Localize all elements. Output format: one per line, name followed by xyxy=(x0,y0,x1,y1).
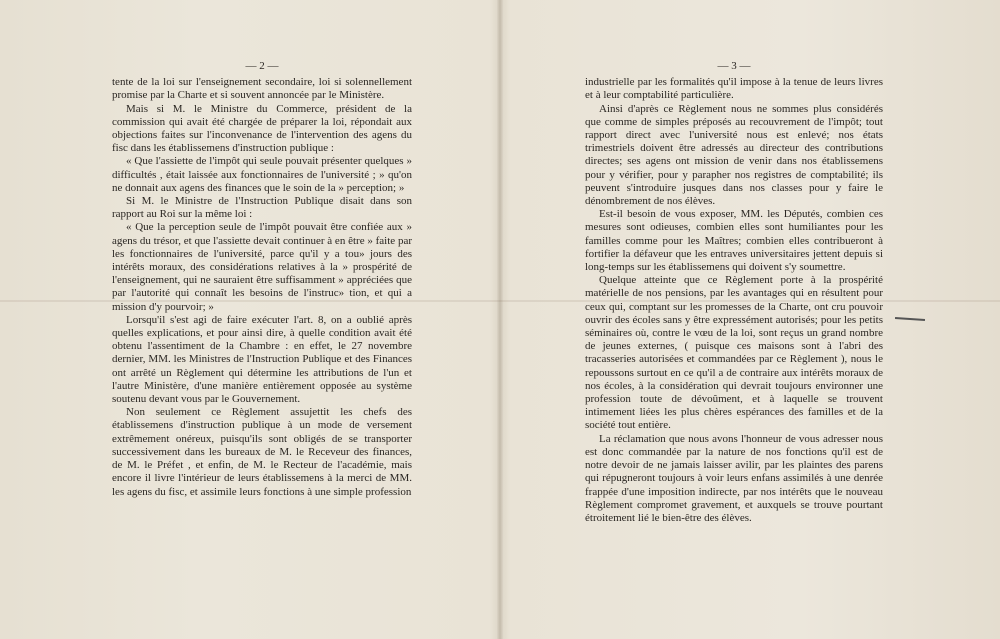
left-paragraph: Non seulement ce Règlement assujettit les chefs des établissemens d'instruction publique à un mode de versement extrêmement onéreux, puisqu'ils sont obligés de se transporter successivement dans les bureaux de M. le Receveur des finances, de M. le Préfet , et enfin, de M. le Recteur de l'académie, mais encore il livre l'intérieur de leurs établissemens à la merci de MM. les agens du fisc, et assimile leurs fonctions à une simple profession xyxy=(112,406,412,498)
left-paragraph: tente de la loi sur l'enseignement secondaire, loi si solennellement promise par la Charte et si souvent annoncée par le Ministère. xyxy=(112,76,412,102)
left-paragraph: « Que la perception seule de l'impôt pouvait être confiée aux » agens du trésor, et que l'assiette devait continuer à en être » faite par les fonctionnaires de l'université, parce qu'il y a tou» jours des intérêts moraux, des considérations relatives à la » prospérité de l'enseignement, qui ne sauraient être suffisamment » appréciées que par l'autorité qui connaît les besoins de l'instruc» tion, et qui a mission d'y pourvoir; » xyxy=(112,221,412,313)
right-paragraph: industrielle par les formalités qu'il impose à la tenue de leurs livres et à leur comptabilité particulière. xyxy=(585,76,883,102)
right-paragraph: Est-il besoin de vous exposer, MM. les Députés, combien ces mesures sont odieuses, combien elles sont humiliantes pour les familles comme pour les Maîtres; combien elles contribueront à fortifier la défaveur que les entraves universitaires jettent depuis si long-temps sur les établissemens qui doivent s'y soumettre. xyxy=(585,208,883,274)
right-paragraph: La réclamation que nous avons l'honneur de vous adresser nous est donc commandée par la nature de nos fonctions qu'il est de notre devoir de ne jamais laisser avilir, par les plaintes des parens qui répugneront toujours à voir leurs enfans assimilés à une denrée frappée d'une imposition indirecte, par nos intérêts que le nouveau Règlement compromet gravement, et auxquels se trouve pourtant étroitement lié le bien-être des élèves. xyxy=(585,432,883,524)
right-paragraph: Ainsi d'après ce Règlement nous ne sommes plus considérés que comme de simples préposés au recouvrement de l'impôt; tout rapport direct avec l'université nous est enlevé; nos états trimestriels doivent être adressés au directeur des contributions directes; ses agens ont mission de venir dans nos établissemens pour y vérifier, pour y parapher nos registres de comptabilité; ils peuvent s'introduire jusques dans nos classes pour y faire le dénombrement de nos élèves. xyxy=(585,102,883,208)
left-paragraph: Si M. le Ministre de l'Instruction Publique disait dans son rapport au Roi sur la même loi : xyxy=(112,195,412,221)
left-paragraph: « Que l'assiette de l'impôt qui seule pouvait présenter quelques » difficultés , était laissée aux fonctionnaires de l'université ; » qu'on ne donnait aux agens des finances que le soin de la » perception; » xyxy=(112,155,412,194)
right-paragraph: Quelque atteinte que ce Règlement porte à la prospérité matérielle de nos pensions, par les avantages qui en résultent pour ceux qui, comptant sur les promesses de la Charte, ont cru pouvoir ouvrir des écoles sans y être expressément autorisés; pour les petits séminaires où, contre le vœu de la loi, sont reçus un grand nombre de jeunes externes, ( puisque ces maisons sont à l'abri des tracasseries autorisées et commandées par ce Règlement ), nous le repoussons surtout en ce qu'il a de contraire aux intérêts moraux de nos écoles, à la considération qui devrait toujours environner une profession toute de dévoûment, et à laquelle se trouvent intimement liées les plus chères espérances des familles et de la société tout entière. xyxy=(585,274,883,432)
right-page xyxy=(585,60,883,620)
center-fold xyxy=(497,0,503,639)
ink-mark xyxy=(895,317,925,321)
left-paragraph: Lorsqu'il s'est agi de faire exécuter l'art. 8, on a oublié après quelles explications, et pour ainsi dire, à quelle condition avait été obtenu l'assentiment de la Chambre : en effet, le 27 novembre dernier, MM. les Ministres de l'Instruction Publique et des Finances ont arrêté un Règlement qui détermine les attributions de l'un et l'autre Ministère, d'une manière entièrement opposée au système soutenu devant vous par le Gouvernement. xyxy=(112,313,412,406)
left-paragraph: Mais si M. le Ministre du Commerce, président de la commission qui avait été chargée de préparer la loi, répondait aux objections faites sur l'inconvenance de l'intervention des agens du fisc dans les établissemens d'instruction publique : xyxy=(112,102,412,155)
page-number-3: — 3 — xyxy=(717,60,751,72)
left-page xyxy=(112,60,412,620)
page-number-2: — 2 — xyxy=(245,60,279,72)
